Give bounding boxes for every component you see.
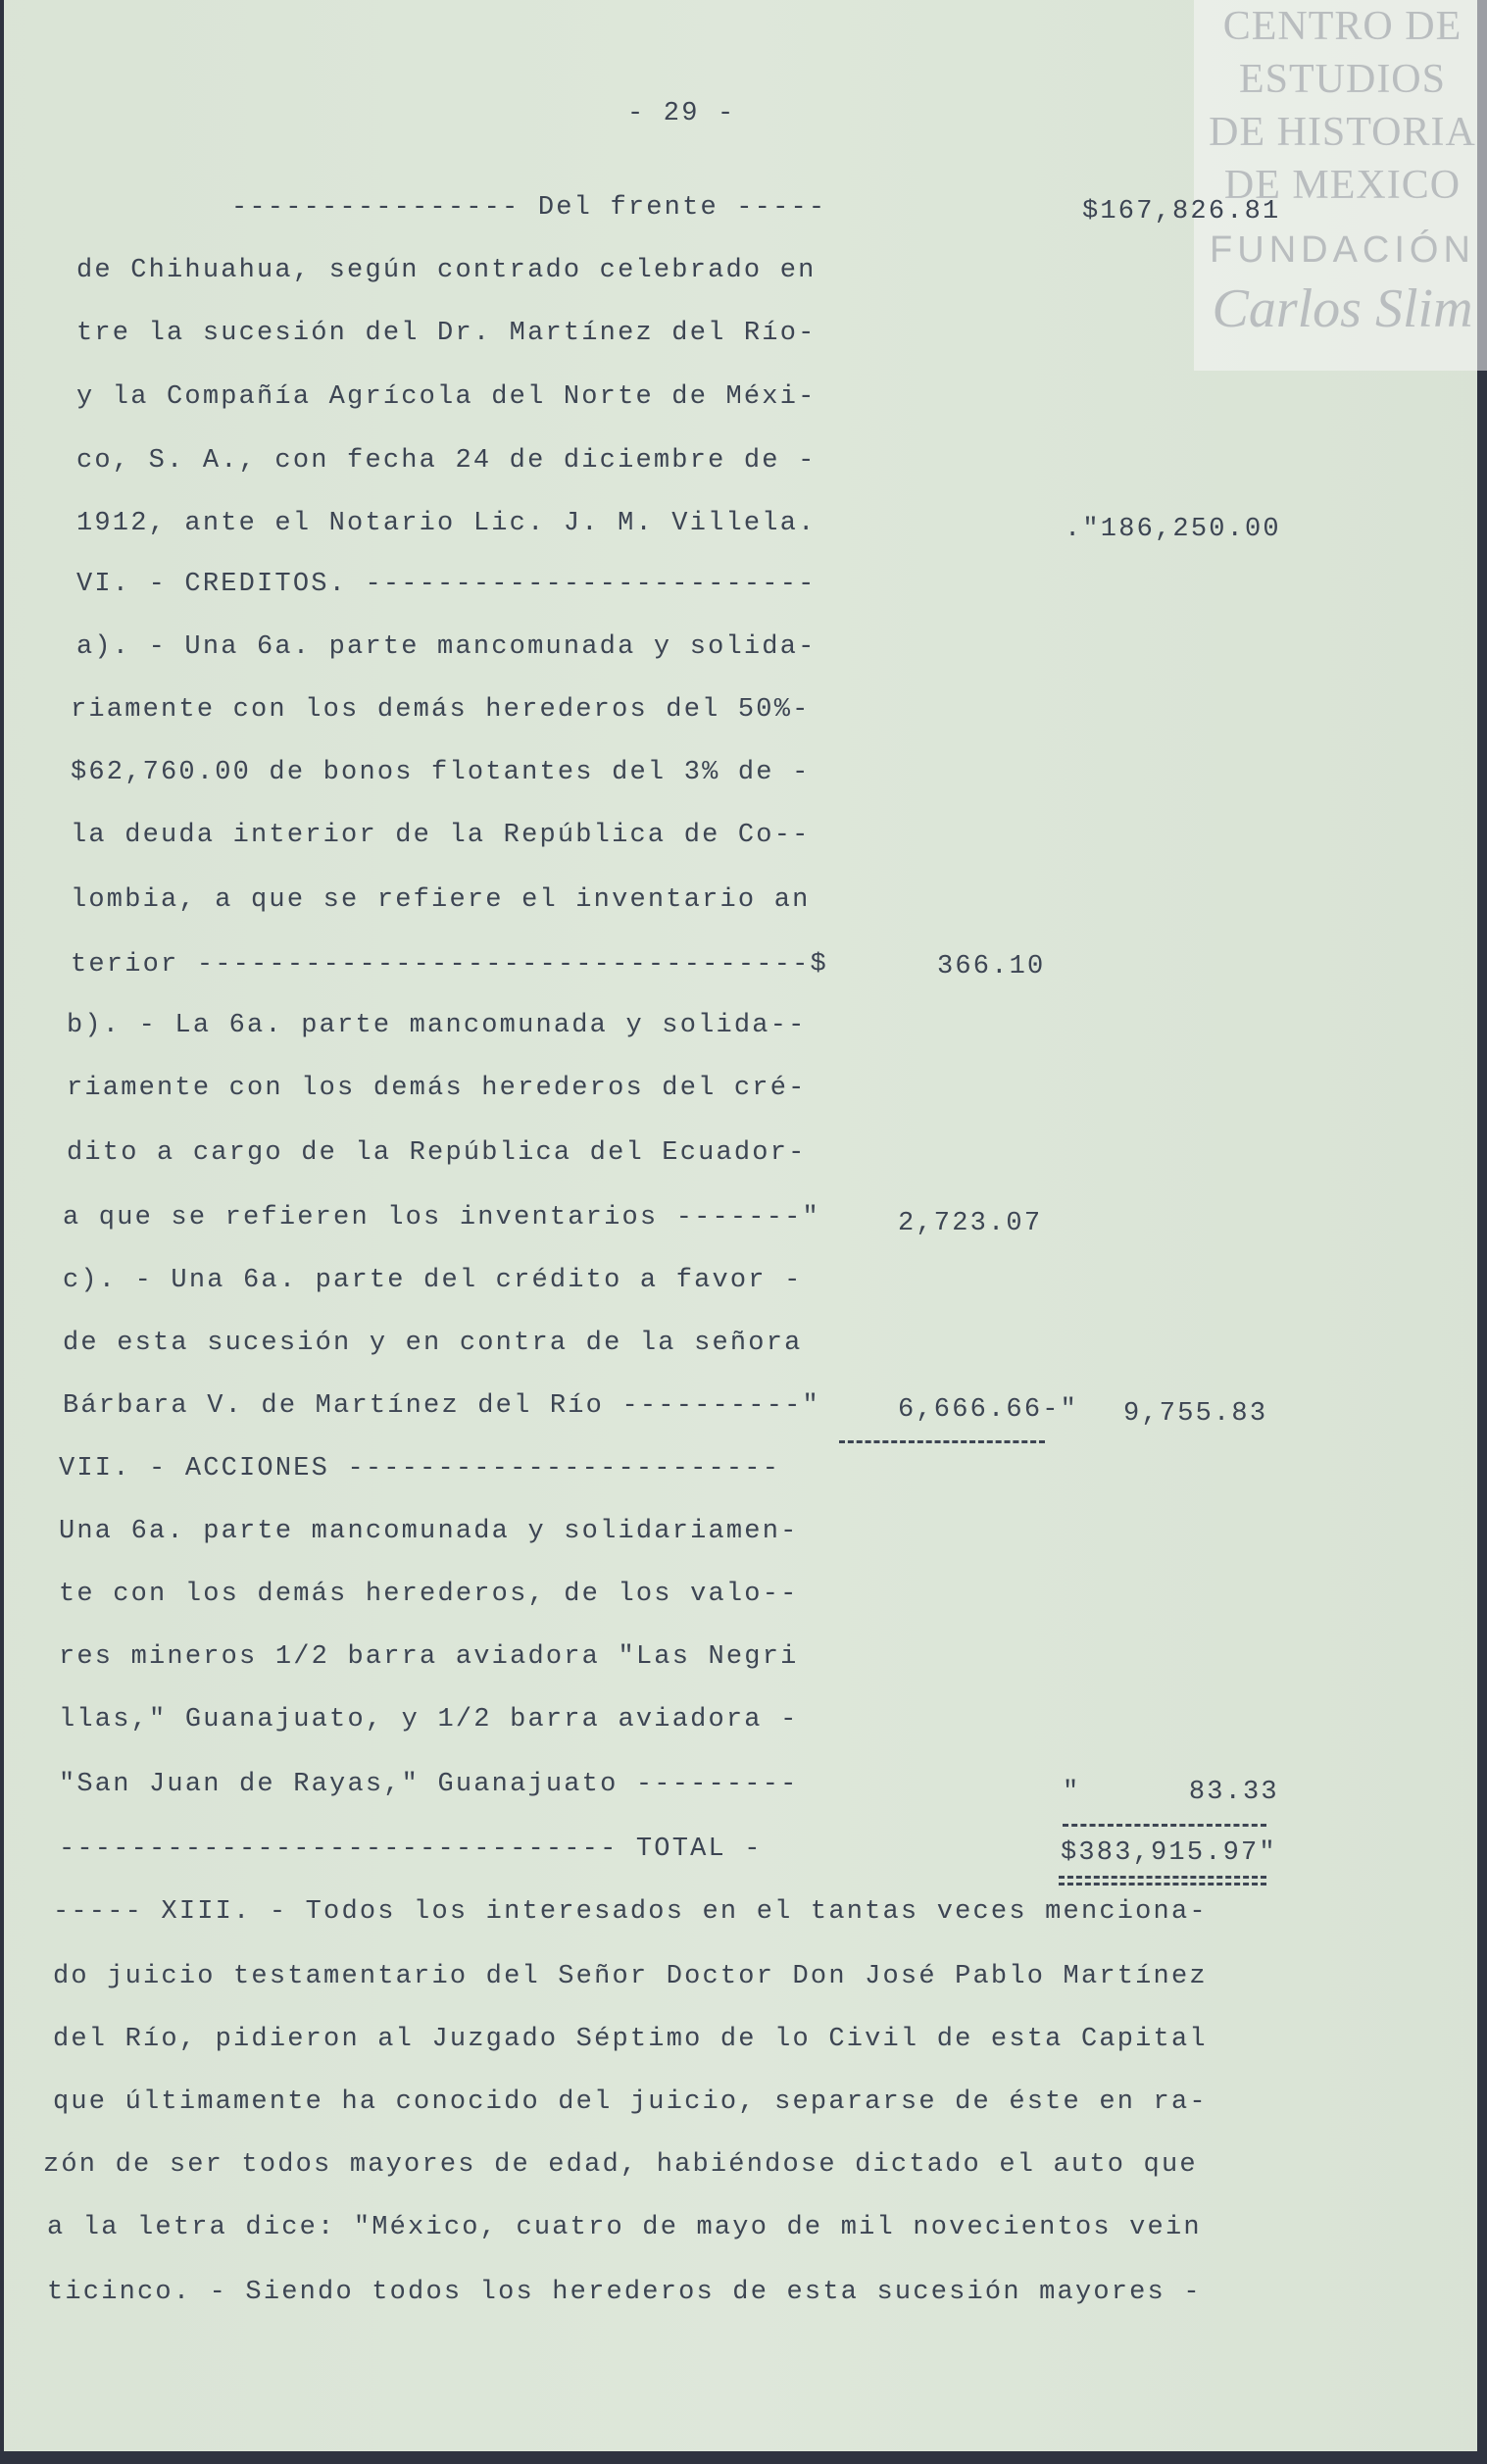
subtotal-rule — [839, 1440, 1045, 1443]
watermark-line: CENTRO DE — [1222, 4, 1462, 49]
amount-credito-c: 6,666.66-" — [898, 1395, 1079, 1425]
text-line: te con los demás herederos, de los valo-- — [59, 1580, 799, 1609]
section-heading: VI. - CREDITOS. ------------------------- — [76, 570, 817, 599]
grand-total-underline — [1059, 1876, 1266, 1879]
text-line: y la Compañía Agrícola del Norte de Méxi- — [76, 382, 817, 412]
text-line: res mineros 1/2 barra aviadora "Las Negri — [59, 1642, 799, 1672]
page-number: - 29 - — [627, 99, 736, 128]
text-line: de Chihuahua, según contrado celebrado en — [76, 256, 817, 285]
text-line: a que se refieren los inventarios -------" — [63, 1203, 820, 1232]
text-line: b). - La 6a. parte mancomunada y solida-- — [67, 1011, 807, 1040]
text-line: riamente con los demás herederos del cré- — [67, 1074, 807, 1103]
document-page — [4, 0, 1477, 2451]
watermark-line: DE HISTORIA — [1209, 110, 1476, 155]
text-line: que últimamente ha conocido del juicio, separarse de éste en ra- — [53, 2087, 1208, 2117]
text-line: llas," Guanajuato, y 1/2 barra aviadora - — [59, 1705, 799, 1735]
grand-total-underline — [1059, 1883, 1266, 1886]
amount-del-frente: $167,826.81 — [1082, 197, 1281, 226]
text-line: 1912, ante el Notario Lic. J. M. Villela. — [76, 509, 817, 538]
text-line: a). - Una 6a. parte mancomunada y solida- — [76, 632, 817, 662]
text-line: do juicio testamentario del Señor Doctor Don José Pablo Martínez — [53, 1962, 1208, 1991]
amount-acciones: " 83.33 — [1063, 1778, 1279, 1807]
text-line: co, S. A., con fecha 24 de diciembre de - — [76, 446, 817, 476]
watermark-signature: Carlos Slim — [1212, 278, 1473, 339]
watermark-line: DE MEXICO — [1223, 163, 1462, 208]
text-line: Una 6a. parte mancomunada y solidariamen- — [59, 1517, 799, 1546]
text-line: la deuda interior de la República de Co-- — [71, 821, 811, 850]
text-line: tre la sucesión del Dr. Martínez del Río- — [76, 319, 817, 348]
amount-chihuahua: ."186,250.00 — [1065, 515, 1281, 544]
total-line: ------------------------------- TOTAL - — [59, 1835, 763, 1864]
text-line: "San Juan de Rayas," Guanajuato --------- — [59, 1770, 799, 1799]
text-line: a la letra dice: "México, cuatro de mayo de mil novecientos vein — [47, 2213, 1202, 2242]
watermark-line: ESTUDIOS — [1238, 57, 1446, 102]
amount-credito-a: 366.10 — [937, 952, 1046, 981]
text-line: dito a cargo de la República del Ecuador- — [67, 1138, 807, 1168]
section-heading: VII. - ACCIONES ------------------------ — [59, 1454, 781, 1483]
text-line: c). - Una 6a. parte del crédito a favor - — [63, 1266, 803, 1295]
text-line: del Río, pidieron al Juzgado Séptimo de lo Civil de esta Capital — [53, 2025, 1208, 2054]
text-line: ---------------- Del frente ----- — [231, 193, 827, 223]
text-line: ticinco. - Siendo todos los herederos de esta sucesión mayores - — [47, 2278, 1202, 2307]
text-line: lombia, a que se refiere el inventario an — [71, 885, 811, 915]
amount-grand-total: $383,915.97" — [1061, 1838, 1277, 1868]
text-line: de esta sucesión y en contra de la señora — [63, 1329, 803, 1358]
total-rule — [1063, 1824, 1266, 1827]
amount-creditos-total: 9,755.83 — [1123, 1399, 1268, 1429]
text-line: ----- XIII. - Todos los interesados en el tantas veces menciona- — [53, 1897, 1208, 1927]
text-line: terior ----------------------------------$ — [71, 950, 828, 980]
text-line: zón de ser todos mayores de edad, habiéndose dictado el auto que — [43, 2150, 1198, 2180]
text-line: riamente con los demás herederos del 50%- — [71, 695, 811, 725]
text-line: Bárbara V. de Martínez del Río ----------" — [63, 1391, 820, 1421]
archive-watermark — [1194, 0, 1487, 371]
amount-credito-b: 2,723.07 — [898, 1209, 1043, 1238]
text-line: $62,760.00 de bonos flotantes del 3% de - — [71, 758, 811, 787]
watermark-foundation: FUNDACIÓN — [1210, 229, 1475, 271]
